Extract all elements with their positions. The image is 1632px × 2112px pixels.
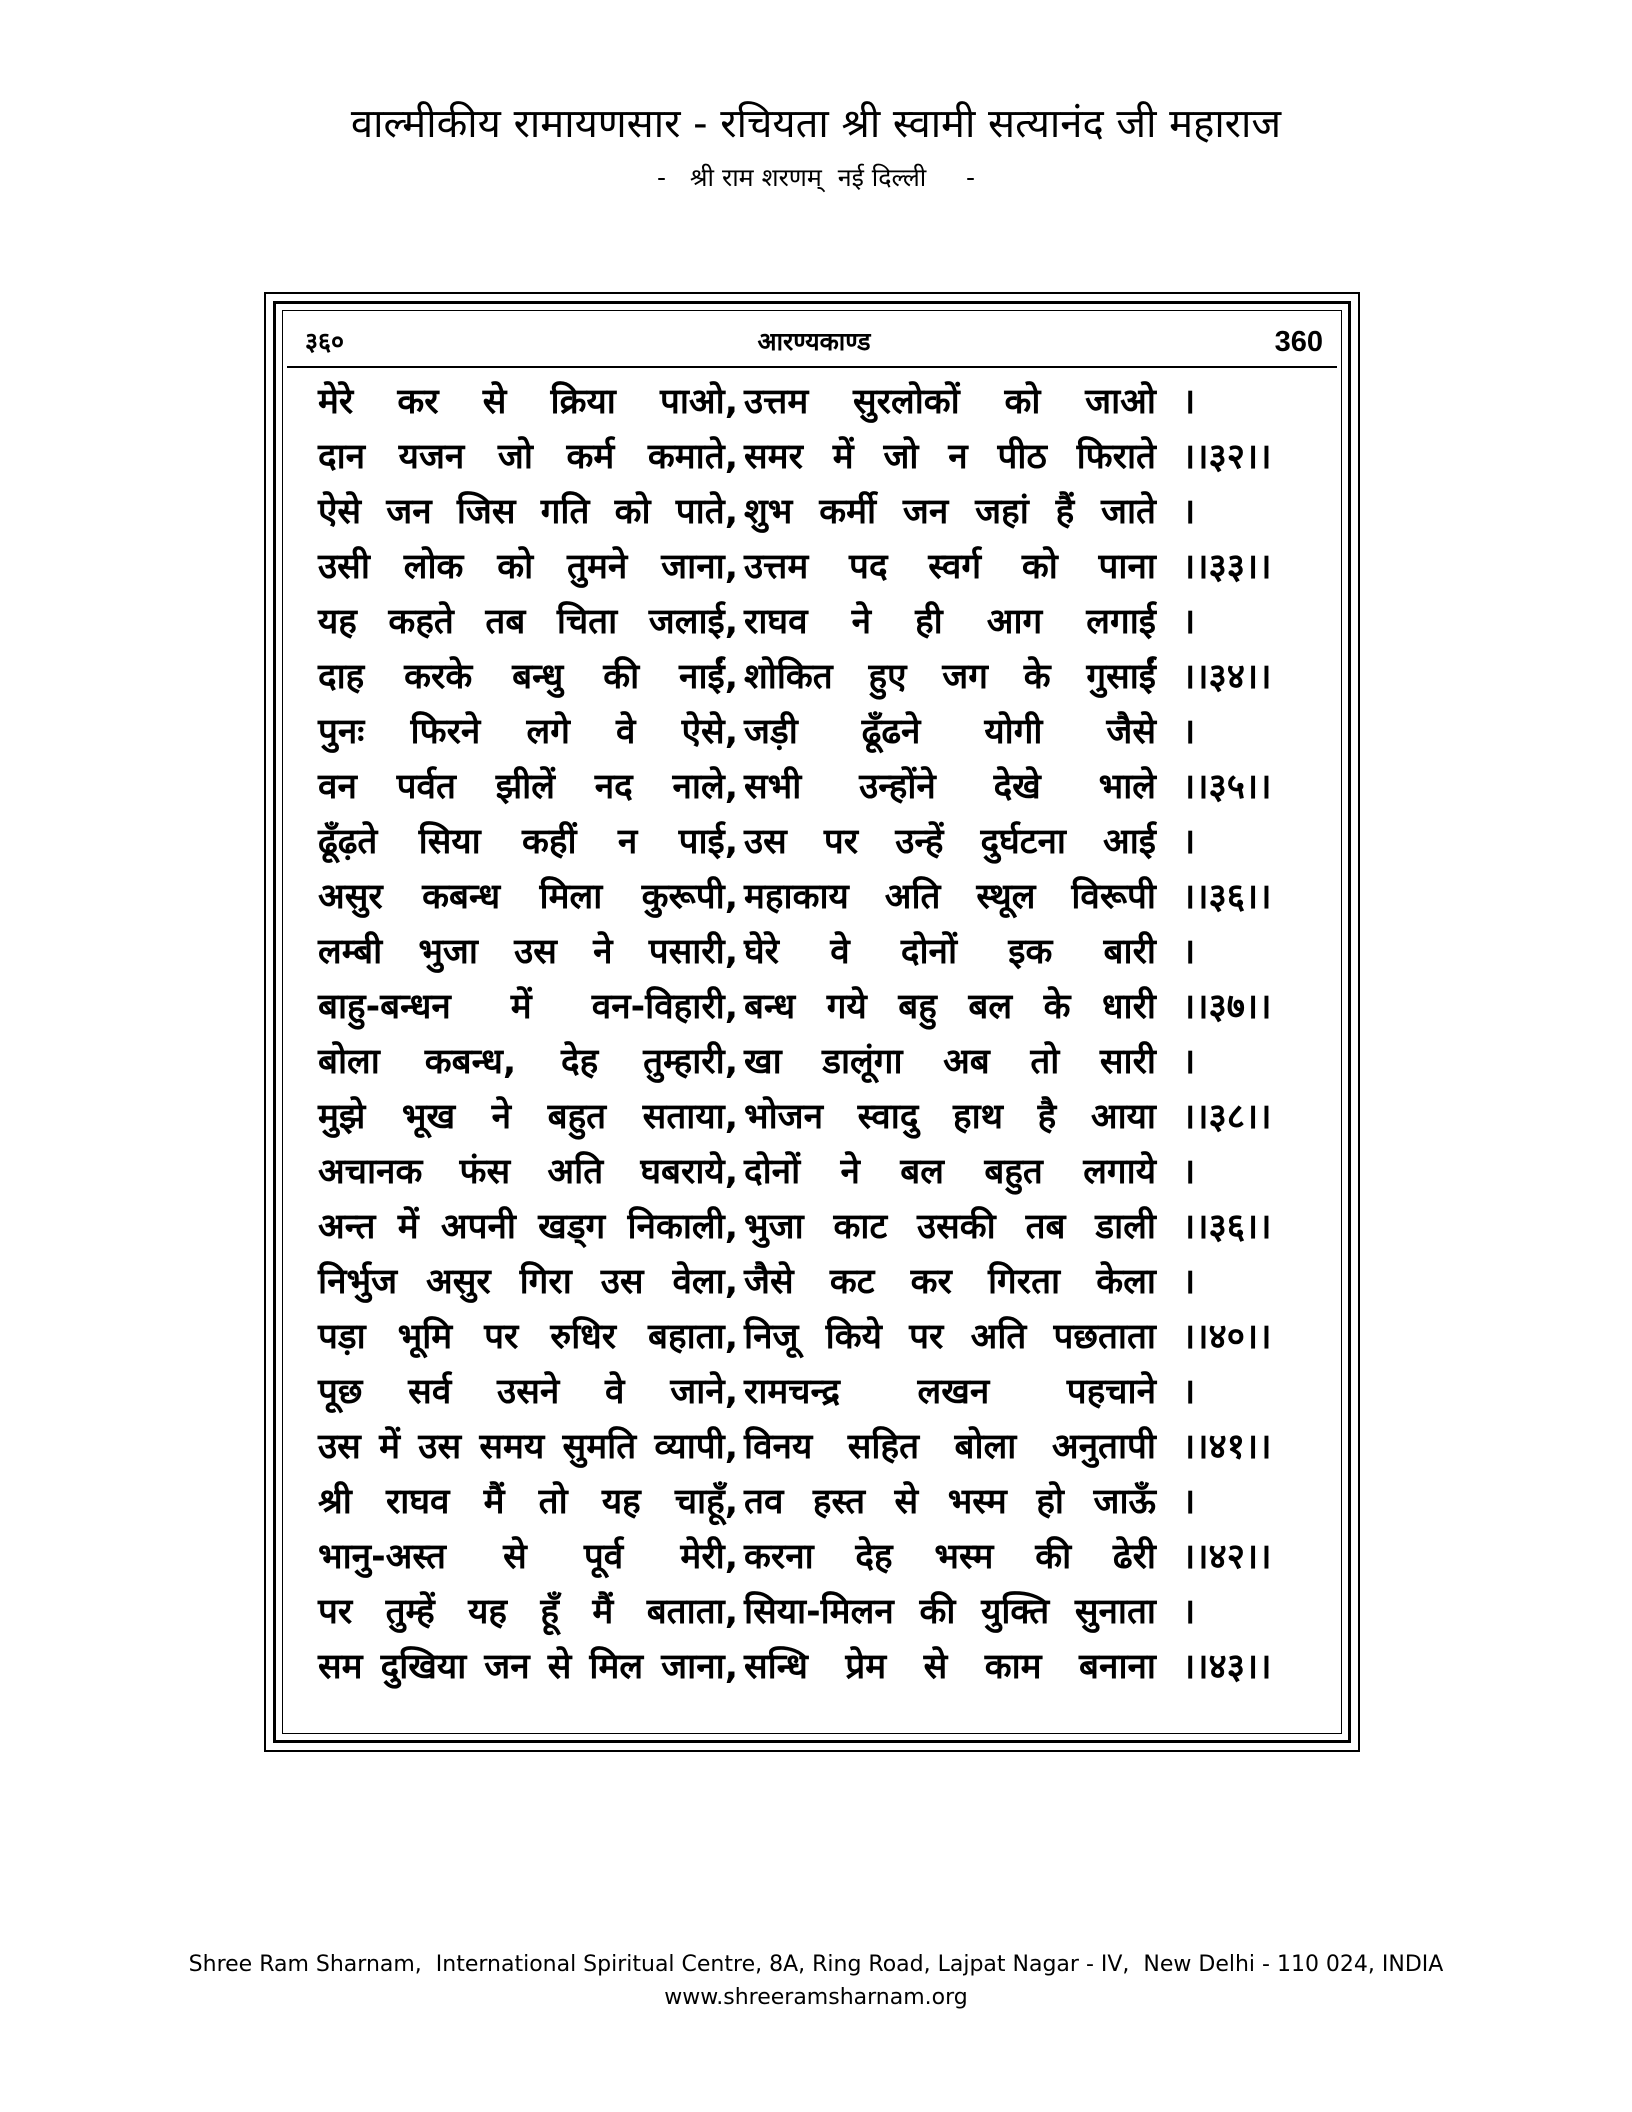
verse-second-half: जड़ी ढूँढने योगी जैसे (744, 712, 1156, 752)
verse-first-half: सम दुखिया जन से मिल जाना, (318, 1647, 738, 1687)
verse-number: ।।४३।। (1182, 1647, 1272, 1687)
verse-first-half: दाह करके बन्धु की नाईं, (318, 657, 738, 697)
verse-second-half: विनय सहित बोला अनुतापी (744, 1427, 1156, 1467)
verse-row (310, 1310, 1330, 1365)
verse-row (310, 595, 1330, 650)
verse-first-half: मुझे भूख ने बहुत सताया, (318, 1097, 738, 1137)
verse-number: ।।३३।। (1182, 547, 1272, 587)
verse-second-half: शुभ कर्मी जन जहां हैं जाते (744, 492, 1156, 532)
verse-row (310, 540, 1330, 595)
verse-number: ।।४०।। (1182, 1317, 1272, 1357)
verse-number: ।।३६।। (1182, 1207, 1272, 1247)
verse-row (310, 430, 1330, 485)
verse-row (310, 1475, 1330, 1530)
verse-first-half: ऐसे जन जिस गति को पाते, (318, 492, 738, 532)
verse-second-half: सभी उन्होंने देखे भाले (744, 767, 1156, 807)
page-header (305, 320, 1323, 366)
verse-first-half: उस में उस समय सुमति व्यापी, (318, 1427, 738, 1467)
verse-number: ।।४१।। (1182, 1427, 1272, 1467)
verse-second-half: सिया-मिलन की युक्ति सुनाता (744, 1592, 1156, 1632)
document-title: वाल्मीकीय रामायणसार - रचियता श्री स्वामी सत्यानंद जी महाराज (350, 101, 1282, 147)
verse-first-half: दान यजन जो कर्म कमाते, (318, 437, 738, 477)
verse-number: ।।३७।। (1182, 987, 1272, 1027)
verse-number: । (1182, 1592, 1196, 1632)
verse-list (310, 375, 1330, 1695)
verse-first-half: उसी लोक को तुमने जाना, (318, 547, 738, 587)
verse-row (310, 705, 1330, 760)
verse-row (310, 1090, 1330, 1145)
verse-number: ।।३८।। (1182, 1097, 1272, 1137)
page-number: 360 (1274, 326, 1323, 358)
header-divider (287, 366, 1337, 368)
verse-second-half: रामचन्द्र लखन पहचाने (744, 1372, 1156, 1412)
verse-row (310, 1200, 1330, 1255)
verse-second-half: खा डालूंगा अब तो सारी (744, 1042, 1156, 1082)
verse-number: ।।३५।। (1182, 767, 1272, 807)
verse-number: । (1182, 1372, 1196, 1412)
verse-first-half: निर्भुज असुर गिरा उस वेला, (318, 1262, 738, 1302)
verse-number: । (1182, 932, 1196, 972)
verse-row (310, 925, 1330, 980)
verse-first-half: बाहु-बन्धन में वन-विहारी, (318, 987, 738, 1027)
verse-second-half: समर में जो न पीठ फिराते (744, 437, 1156, 477)
verse-row (310, 760, 1330, 815)
verse-number: । (1182, 602, 1196, 642)
verse-number: ।।३४।। (1182, 657, 1272, 697)
verse-first-half: असुर कबन्ध मिला कुरूपी, (318, 877, 738, 917)
page-number-devanagari: ३६० (305, 327, 345, 356)
verse-first-half: बोला कबन्ध, देह तुम्हारी, (318, 1042, 738, 1082)
verse-number: । (1182, 492, 1196, 532)
verse-second-half: तव हस्त से भस्म हो जाऊँ (744, 1482, 1156, 1522)
verse-first-half: यह कहते तब चिता जलाई, (318, 602, 738, 642)
verse-row (310, 1420, 1330, 1475)
verse-second-half: बन्ध गये बहु बल के धारी (744, 987, 1156, 1027)
verse-row (310, 870, 1330, 925)
verse-number: । (1182, 712, 1196, 752)
verse-first-half: लम्बी भुजा उस ने पसारी, (318, 932, 738, 972)
verse-first-half: अचानक फंस अति घबराये, (318, 1152, 738, 1192)
verse-first-half: श्री राघव मैं तो यह चाहूँ, (318, 1482, 738, 1522)
footer-website: www.shreeramsharnam.org (664, 1985, 968, 2010)
verse-second-half: राघव ने ही आग लगाई (744, 602, 1156, 642)
verse-number: । (1182, 1042, 1196, 1082)
verse-second-half: जैसे कट कर गिरता केला (744, 1262, 1156, 1302)
verse-second-half: भोजन स्वादु हाथ है आया (744, 1097, 1156, 1137)
verse-row (310, 815, 1330, 870)
verse-first-half: मेरे कर से क्रिया पाओ, (318, 382, 738, 422)
verse-second-half: दोनों ने बल बहुत लगाये (744, 1152, 1156, 1192)
verse-second-half: घेरे वे दोनों इक बारी (744, 932, 1156, 972)
verse-row (310, 1035, 1330, 1090)
verse-first-half: अन्त में अपनी खड्ग निकाली, (318, 1207, 738, 1247)
verse-first-half: पर तुम्हें यह हूँ मैं बताता, (318, 1592, 738, 1632)
verse-first-half: पुनः फिरने लगे वे ऐसे, (318, 712, 738, 752)
verse-number: । (1182, 1152, 1196, 1192)
verse-first-half: भानु-अस्त से पूर्व मेरी, (318, 1537, 738, 1577)
verse-second-half: करना देह भस्म की ढेरी (744, 1537, 1156, 1577)
verse-first-half: वन पर्वत झीलें नद नाले, (318, 767, 738, 807)
verse-second-half: महाकाय अति स्थूल विरूपी (744, 877, 1156, 917)
verse-second-half: उत्तम सुरलोकों को जाओ (744, 382, 1156, 422)
chapter-title: आरण्यकाण्ड (757, 327, 871, 356)
footer-address: Shree Ram Sharnam, International Spiritual Centre, 8A, Ring Road, Lajpat Nagar - IV, New Delhi - 110 024, INDIA (188, 1952, 1444, 1977)
verse-second-half: उत्तम पद स्वर्ग को पाना (744, 547, 1156, 587)
document-subtitle: - श्री राम शरणम् नई दिल्ली - (656, 163, 976, 192)
verse-second-half: भुजा काट उसकी तब डाली (744, 1207, 1156, 1247)
verse-row (310, 1640, 1330, 1695)
verse-second-half: निजू किये पर अति पछताता (744, 1317, 1156, 1357)
verse-row (310, 980, 1330, 1035)
verse-row (310, 485, 1330, 540)
verse-second-half: उस पर उन्हें दुर्घटना आई (744, 822, 1156, 862)
verse-number: । (1182, 1262, 1196, 1302)
verse-first-half: पूछ सर्व उसने वे जाने, (318, 1372, 738, 1412)
verse-row (310, 1585, 1330, 1640)
verse-number: । (1182, 822, 1196, 862)
verse-number: ।।४२।। (1182, 1537, 1272, 1577)
verse-first-half: पड़ा भूमि पर रुधिर बहाता, (318, 1317, 738, 1357)
verse-number: ।।३२।। (1182, 437, 1272, 477)
verse-number: । (1182, 1482, 1196, 1522)
verse-number: ।।३६।। (1182, 877, 1272, 917)
verse-row (310, 650, 1330, 705)
verse-second-half: शोकित हुए जग के गुसाईं (744, 657, 1156, 697)
verse-first-half: ढूँढ़ते सिया कहीं न पाई, (318, 822, 738, 862)
verse-row (310, 1145, 1330, 1200)
verse-row (310, 1255, 1330, 1310)
verse-row (310, 1365, 1330, 1420)
verse-row (310, 375, 1330, 430)
verse-number: । (1182, 382, 1196, 422)
verse-second-half: सन्धि प्रेम से काम बनाना (744, 1647, 1156, 1687)
verse-row (310, 1530, 1330, 1585)
